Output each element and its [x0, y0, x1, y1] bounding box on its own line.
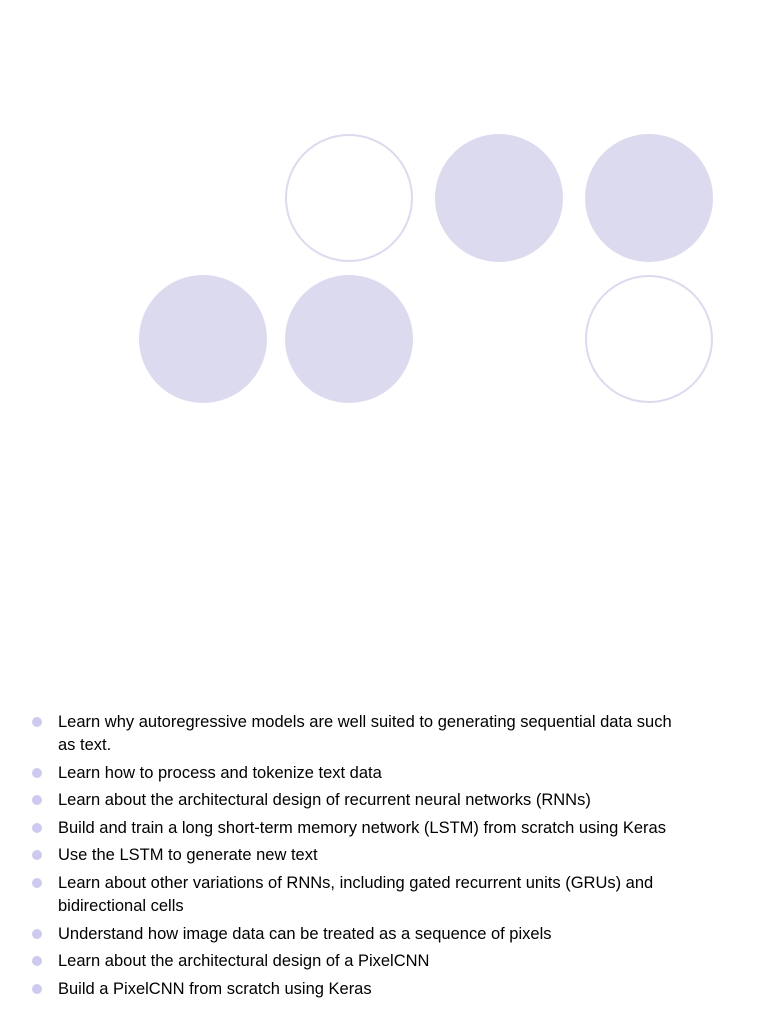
list-item: [30, 762, 690, 785]
bullet-icon: [32, 984, 42, 994]
list-item: [30, 817, 690, 840]
decorative-circle-filled: [585, 134, 713, 262]
bullet-icon: [32, 956, 42, 966]
list-item: [30, 711, 690, 757]
list-item-text: Learn about the architectural design of recurrent neural networks (RNNs): [58, 791, 591, 810]
decorative-circle-filled: [285, 275, 413, 403]
list-item-text: Build and train a long short-term memory network (LSTM) from scratch using Keras: [58, 818, 666, 837]
list-item-text: Learn why autoregressive models are well suited to generating sequential data such as text.: [58, 713, 672, 754]
objectives-list: [30, 711, 690, 1005]
list-item: [30, 789, 690, 812]
bullet-icon: [32, 878, 42, 888]
list-item: [30, 844, 690, 867]
bullet-icon: [32, 768, 42, 778]
bullet-icon: [32, 717, 42, 727]
list-item-text: Build a PixelCNN from scratch using Keras: [58, 979, 372, 998]
bullet-icon: [32, 795, 42, 805]
bullet-icon: [32, 823, 42, 833]
bullet-icon: [32, 929, 42, 939]
list-item: [30, 950, 690, 973]
decorative-circle-outline: [585, 275, 713, 403]
decorative-circle-outline: [285, 134, 413, 262]
list-item-text: Use the LSTM to generate new text: [58, 846, 318, 865]
decorative-circle-filled: [435, 134, 563, 262]
list-item: [30, 923, 690, 946]
list-item-text: Understand how image data can be treated as a sequence of pixels: [58, 924, 552, 943]
list-item-text: Learn about other variations of RNNs, including gated recurrent units (GRUs) and bidirectional cells: [58, 873, 654, 915]
list-item-text: Learn how to process and tokenize text data: [58, 763, 382, 782]
list-item: [30, 978, 690, 1001]
list-item: [30, 872, 690, 918]
decorative-circles: [0, 0, 768, 420]
decorative-circle-filled: [139, 275, 267, 403]
list-item-text: Learn about the architectural design of a PixelCNN: [58, 952, 430, 971]
bullet-icon: [32, 850, 42, 860]
